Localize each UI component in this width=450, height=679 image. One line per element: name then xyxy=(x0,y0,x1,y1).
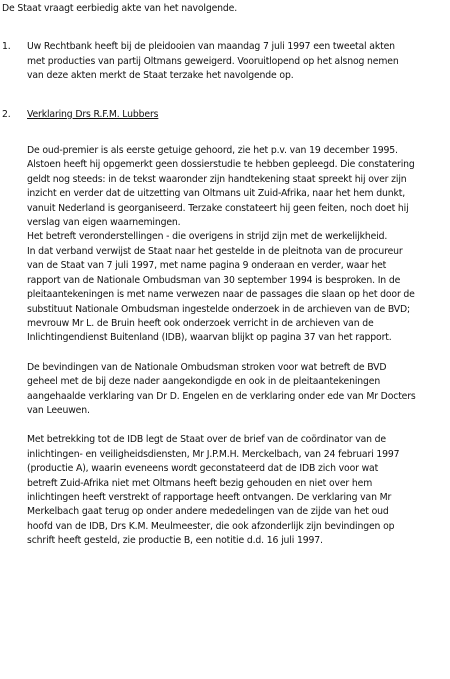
paragraph-line: Alstoen heeft hij opgemerkt geen dossierstudie te hebben gepleegd. Die constatering xyxy=(27,159,415,171)
paragraph-line: betreft Zuid-Afrika niet met Oltmans heeft bezig gehouden en niet over hem xyxy=(27,477,373,489)
paragraph-line: inlichtingen- en veiligheidsdiensten, Mr J.P.M.H. Merckelbach, van 24 februari 1997 xyxy=(27,448,400,460)
paragraph-line: substituut Nationale Ombudsman ingestelde onderzoek in de archieven van de BVD; xyxy=(27,303,410,315)
paragraph-line: geheel met de bij deze nader aangekondigde en ook in de pleitaantekeningen xyxy=(27,376,381,388)
section-1-body xyxy=(27,40,446,83)
paragraph-line: aangehaalde verklaring van Dr D. Engelen en de verklaring onder ede van Mr Docters xyxy=(27,390,416,402)
paragraph-ombudsman-findings xyxy=(27,361,446,419)
paragraph-line: hoofd van de IDB, Drs K.M. Meulmeester, die ook afzonderlijk zijn bevindingen op xyxy=(27,520,395,532)
section-1-line: van deze akten merkt de Staat terzake het navolgende op. xyxy=(27,70,294,82)
paragraph-line: van de Staat van 7 juli 1997, met name pagina 9 onderaan en verder, waar het xyxy=(27,260,387,272)
paragraph-line: inzicht en verder dat de uitzetting van Oltmans uit Zuid-Afrika, naar het hem dunkt, xyxy=(27,188,406,200)
section-2 xyxy=(2,108,446,549)
paragraph-lubbers-testimony xyxy=(27,144,446,346)
paragraph-line: inlichtingen heeft verstrekt of rapportage heeft ontvangen. De verklaring van Mr xyxy=(27,491,392,503)
section-1-number: 1. xyxy=(2,41,11,53)
paragraph-line: vanuit Nederland is georganiseerd. Terzake constateert hij geen feiten, noch doet hij xyxy=(27,202,409,214)
section-2-number: 2. xyxy=(2,108,11,120)
intro-sentence: De Staat vraagt eerbiedig akte van het navolgende. xyxy=(2,3,238,14)
paragraph-line: rapport van de Nationale Ombudsman van 30 september 1994 is besproken. In de xyxy=(27,274,401,286)
paragraph-line: van Leeuwen. xyxy=(27,404,90,416)
paragraph-line: pleitaantekeningen is met name verwezen naar de passages die slaan op het door de xyxy=(27,289,415,301)
paragraph-line: geldt nog steeds: in de tekst waaronder zijn handtekening staat spreekt hij over zijn xyxy=(27,173,407,185)
section-1 xyxy=(2,40,446,83)
paragraph-line: Inlichtingendienst Buitenland (IDB), waarvan blijkt op pagina 37 van het rapport. xyxy=(27,332,392,344)
paragraph-line: verslag van eigen waarnemingen. xyxy=(27,217,181,229)
section-1-line: met producties van partij Oltmans geweigerd. Vooruitlopend op het alsnog nemen xyxy=(27,55,399,67)
paragraph-line: schrift heeft gesteld, zie productie B, een notitie d.d. 16 juli 1997. xyxy=(27,535,323,547)
paragraph-line: De bevindingen van de Nationale Ombudsman stroken voor wat betreft de BVD xyxy=(27,361,387,373)
paragraph-line: mevrouw Mr L. de Bruin heeft ook onderzoek verricht in de archieven van de xyxy=(27,317,374,329)
paragraph-line: Het betreft veronderstellingen - die overigens in strijd zijn met de werkelijkheid. xyxy=(27,231,388,243)
section-1-line: Uw Rechtbank heeft bij de pleidooien van maandag 7 juli 1997 een tweetal akten xyxy=(27,41,395,53)
paragraph-line: Merkelbach gaat terug op onder andere mededelingen van de zijde van het oud xyxy=(27,506,389,518)
paragraph-line: In dat verband verwijst de Staat naar het gestelde in de pleitnota van de procureur xyxy=(27,245,403,257)
paragraph-line: Met betrekking tot de IDB legt de Staat over de brief van de coördinator van de xyxy=(27,434,386,446)
paragraph-line: (productie A), waarin eveneens wordt geconstateerd dat de IDB zich voor wat xyxy=(27,463,379,475)
section-2-heading: Verklaring Drs R.F.M. Lubbers xyxy=(27,108,159,120)
paragraph-line: De oud-premier is als eerste getuige gehoord, zie het p.v. van 19 december 1995. xyxy=(27,145,398,157)
section-2-body xyxy=(27,108,446,549)
paragraph-idb-letter xyxy=(27,433,446,548)
